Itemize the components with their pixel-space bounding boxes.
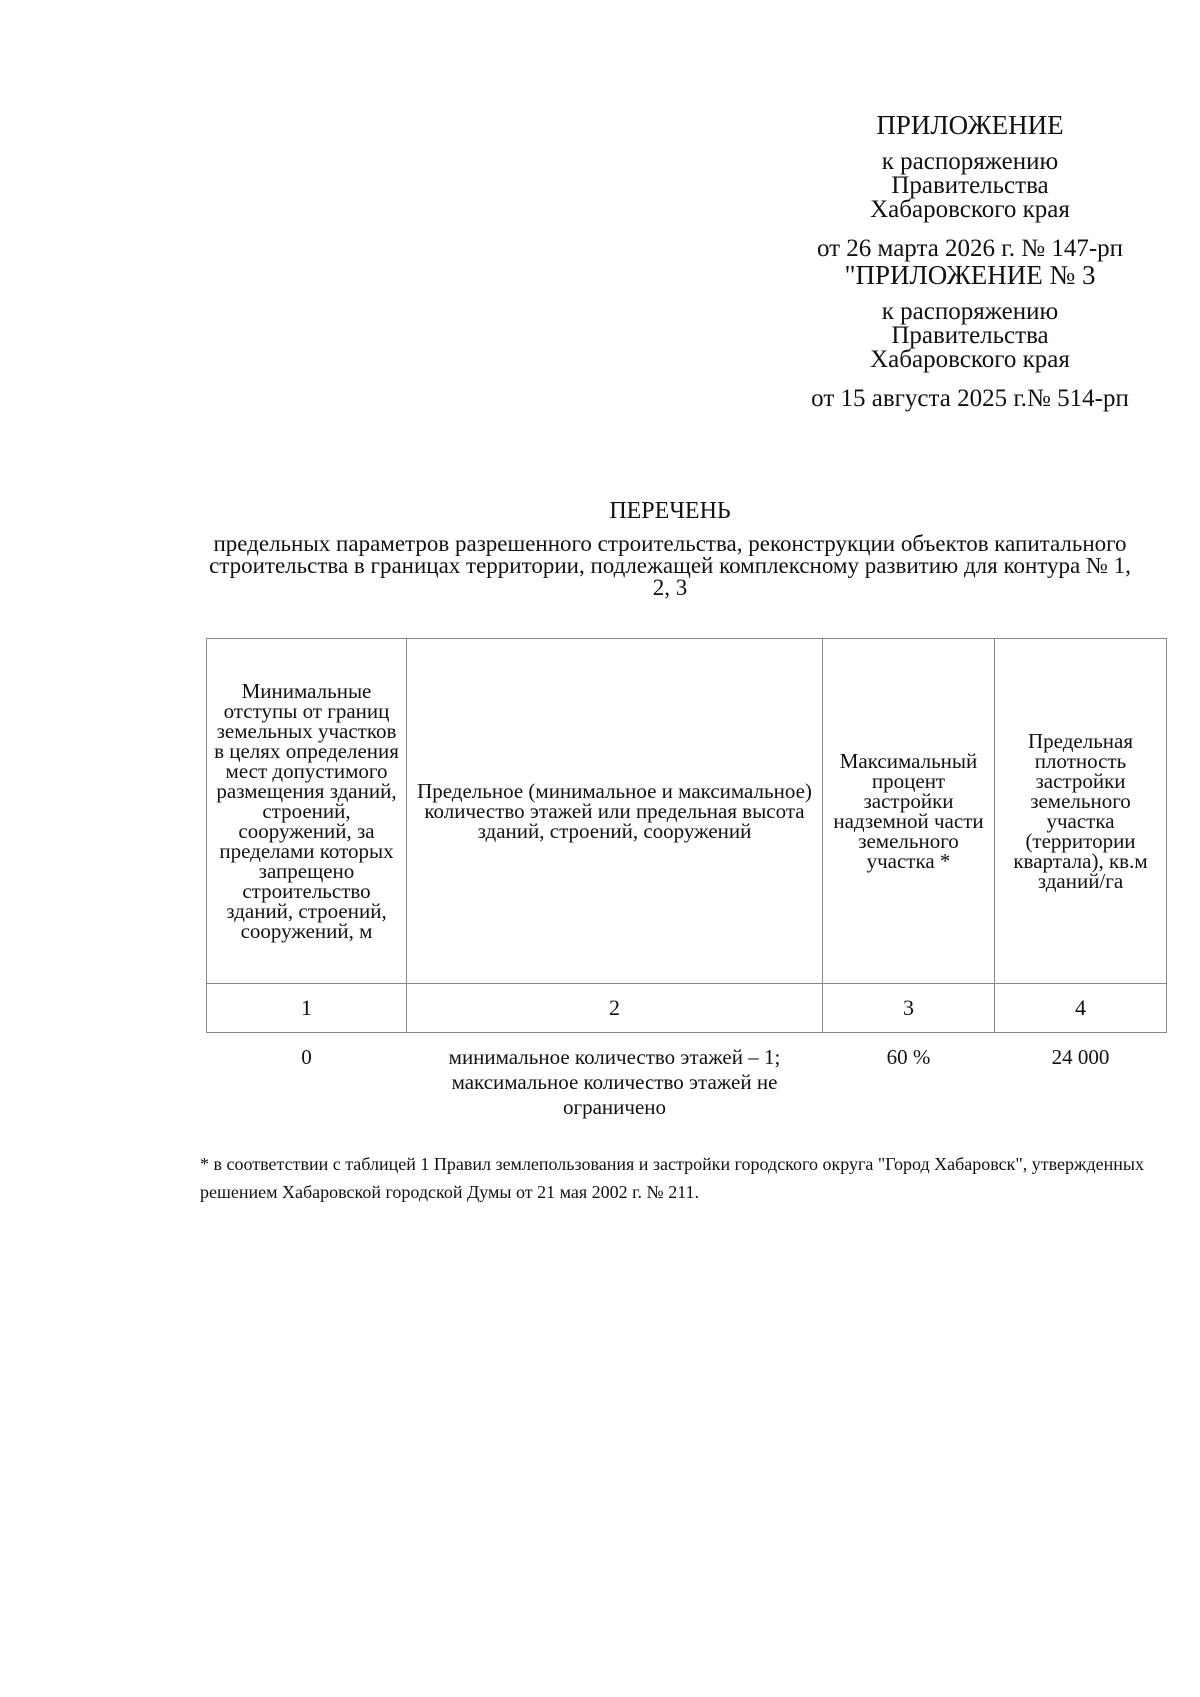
annex-title: "ПРИЛОЖЕНИЕ № 3 [844,260,1096,290]
table-header-row [207,639,1167,984]
header-cell-setbacks: Минимальные отступы от границ земельных участков в целях определения мест допустимого размещения зданий, строений, сооружений, за пределами которых запрещено строительство зданий, строений, сооружений, м [207,639,407,984]
annex-line: Правительства [891,322,1049,349]
header-cell-density: Предельная плотность застройки земельного участка (территории квартала), кв.м зданий/га [995,639,1167,984]
appendix-line: к распоряжению [881,148,1059,175]
cell-coverage: 60 % [886,1045,931,1069]
appendix-line: Правительства [891,172,1049,199]
footnote: * в соответствии с таблицей 1 Правил землепользования и застройки городского округа "Город Хабаровск", утвержденных решением Хабаровской городской Думы от 21 мая 2002 г. № 211. [200,1154,1144,1202]
column-number: 2 [407,984,823,1033]
appendix-title: ПРИЛОЖЕНИЕ [876,110,1064,140]
parameters-table [206,638,1167,1124]
appendix-line: Хабаровского края [870,196,1070,223]
table-row [207,1033,1167,1125]
column-number: 4 [995,984,1167,1033]
cell-density: 24 000 [1051,1045,1110,1069]
appendix-header-annex [730,258,1200,414]
header-cell-coverage: Максимальный процент застройки надземной части земельного участка * [823,639,995,984]
document-title: ПЕРЕЧЕНЬ [609,498,731,524]
annex-line: к распоряжению [881,298,1059,325]
column-number: 3 [823,984,995,1033]
annex-line: Хабаровского края [870,346,1070,373]
cell-setbacks: 0 [301,1045,312,1069]
column-number-row [207,984,1167,1033]
cell-floors: минимальное количество этажей – 1; максимальное количество этажей не ограничено [448,1045,781,1119]
header-cell-floors: Предельное (минимальное и максимальное) количество этажей или предельная высота зданий, строений, сооружений [407,639,823,984]
document-subtitle: предельных параметров разрешенного строительства, реконструкции объектов капитального строительства в границах территории, подлежащей комплексному развитию для контура № 1, 2, 3 [209,531,1131,600]
column-number: 1 [207,984,407,1033]
appendix-header-main [730,108,1200,264]
annex-date: от 15 августа 2025 г.№ 514-рп [811,385,1129,412]
appendix-date: от 26 марта 2026 г. № 147-рп [816,235,1124,262]
